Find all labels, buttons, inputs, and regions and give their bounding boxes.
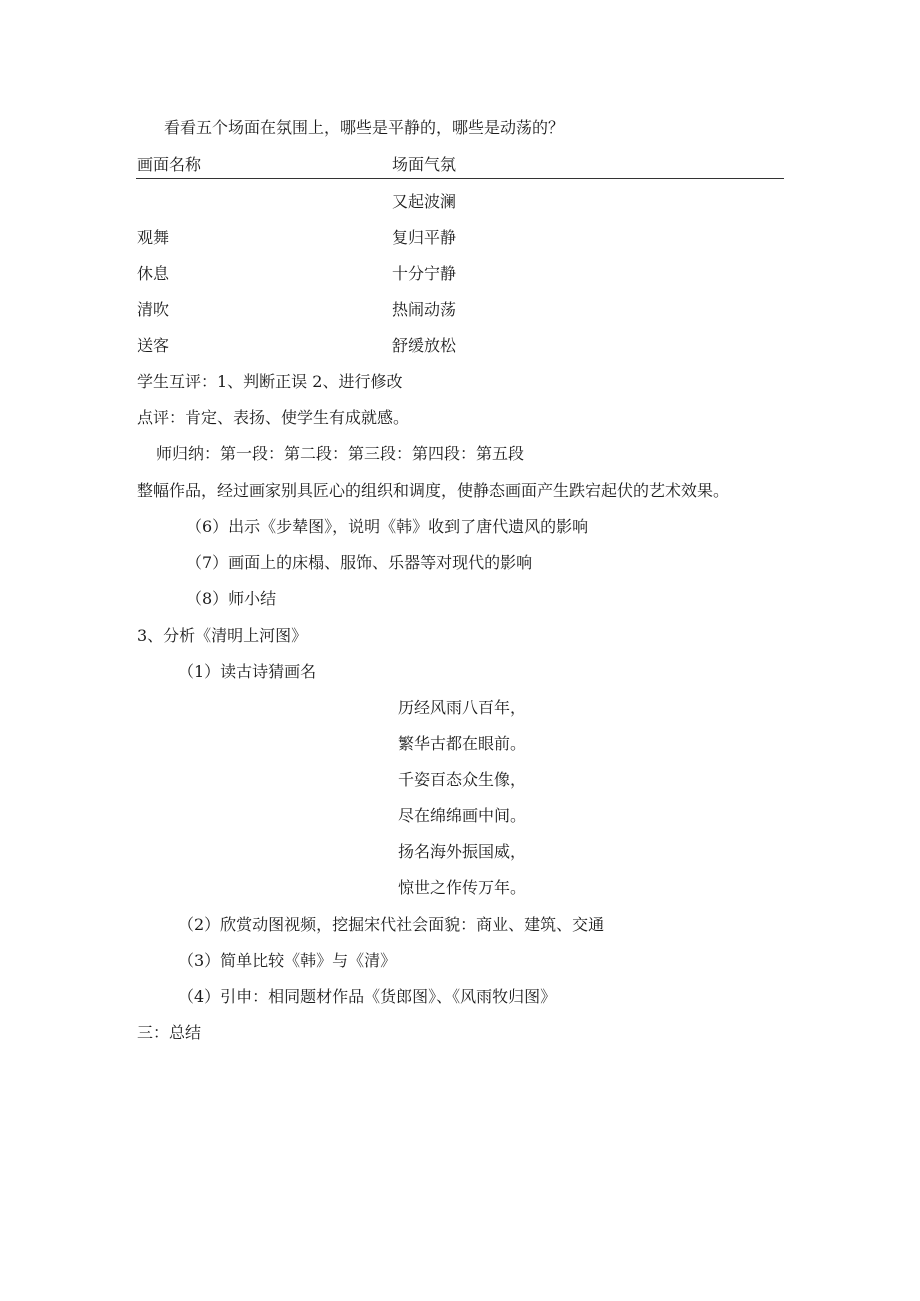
poem-line: 历经风雨八百年， bbox=[398, 698, 527, 717]
poem-line: 尽在绵绵画中间。 bbox=[398, 806, 527, 825]
table-cell-atmosphere: 复归平静 bbox=[392, 228, 457, 247]
list-item: （7）画面上的床榻、服饰、乐器等对现代的影响 bbox=[186, 553, 533, 572]
poem-line: 惊世之作传万年。 bbox=[398, 878, 527, 897]
list-item: （6）出示《步辇图》，说明《韩》收到了唐代遗风的影响 bbox=[186, 517, 589, 536]
list-item: （8）师小结 bbox=[186, 589, 277, 608]
peer-review: 学生互评：1、判断正误 2、进行修改 bbox=[137, 372, 403, 391]
list-item: （2）欣赏动图视频，挖掘宋代社会面貌：商业、建筑、交通 bbox=[178, 915, 605, 934]
poem-line: 千姿百态众生像， bbox=[398, 770, 527, 789]
table-cell-atmosphere: 舒缓放松 bbox=[392, 336, 457, 355]
table-cell-name: 休息 bbox=[137, 264, 170, 283]
table-cell-atmosphere: 热闹动荡 bbox=[392, 300, 457, 319]
poem-line: 繁华古都在眼前。 bbox=[398, 734, 527, 753]
intro-question: 看看五个场面在氛围上，哪些是平静的，哪些是动荡的？ bbox=[164, 118, 565, 137]
table-cell-atmosphere: 又起波澜 bbox=[392, 192, 457, 211]
teacher-comment: 点评：肯定、表扬、使学生有成就感。 bbox=[137, 408, 410, 427]
table-header-atmosphere: 场面气氛 bbox=[392, 155, 457, 174]
overall-effect: 整幅作品，经过画家别具匠心的组织和调度，使静态画面产生跌宕起伏的艺术效果。 bbox=[137, 481, 730, 500]
table-cell-name: 观舞 bbox=[137, 228, 170, 247]
table-header-name: 画面名称 bbox=[137, 155, 202, 174]
table-cell-name: 清吹 bbox=[137, 300, 170, 319]
table-cell-atmosphere: 十分宁静 bbox=[392, 264, 457, 283]
table-cell-name: 送客 bbox=[137, 336, 170, 355]
list-item: （1）读古诗猜画名 bbox=[178, 662, 317, 681]
conclusion-heading: 三：总结 bbox=[137, 1023, 202, 1042]
poem-line: 扬名海外振国威， bbox=[398, 842, 527, 861]
teacher-summary: 师归纳：第一段：第二段：第三段：第四段：第五段 bbox=[156, 444, 525, 463]
table-header-rule bbox=[136, 178, 784, 179]
list-item: （3）简单比较《韩》与《清》 bbox=[178, 951, 397, 970]
list-item: （4）引申：相同题材作品《货郎图》、《风雨牧归图》 bbox=[178, 987, 557, 1006]
section-3-title: 3、分析《清明上河图》 bbox=[137, 626, 308, 645]
